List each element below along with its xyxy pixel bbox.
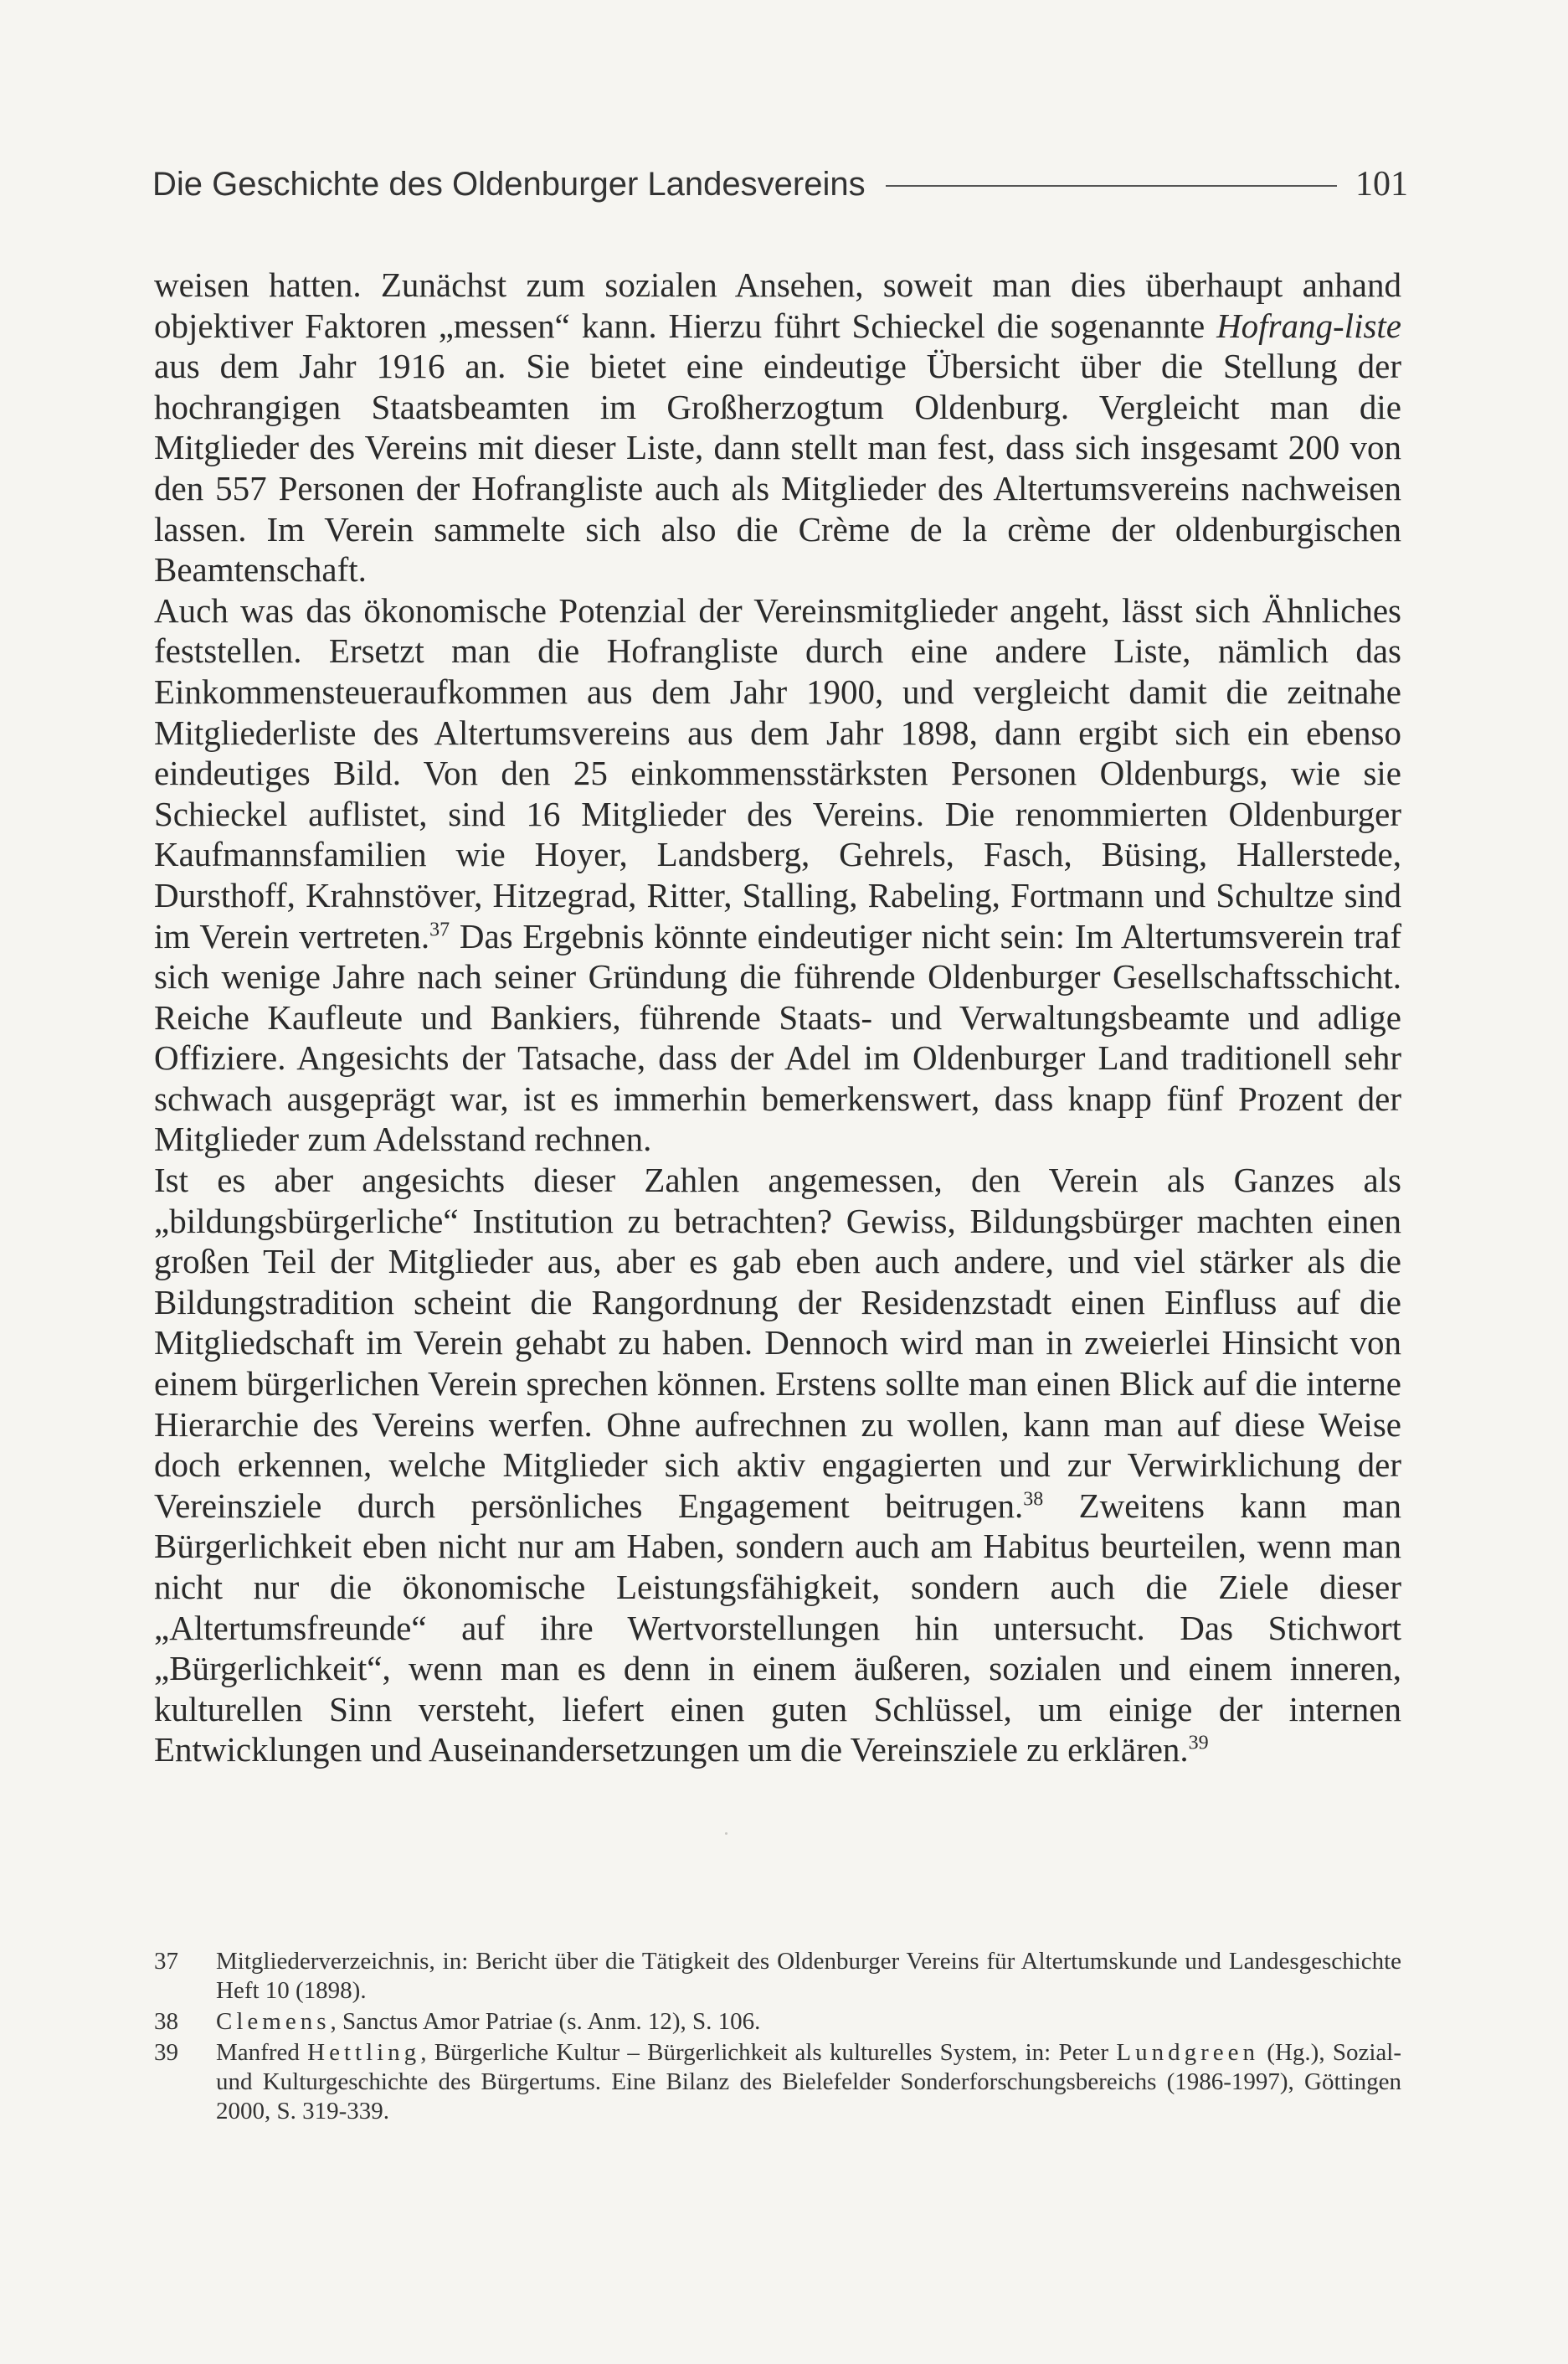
author-name: Hettling xyxy=(307,2039,421,2066)
text-run: , Sanctus Amor Patriae (s. Anm. 12), S. 106. xyxy=(330,2008,761,2035)
text-run: Ist es aber angesichts dieser Zahlen angemessen, den Verein als Ganzes als „bildungsbürgerliche“ Institution zu betrachten? Gewiss, Bildungsbürger machten einen großen Teil der Mitglieder aus, aber es gab eben auch andere, und viel stärker als die Bildungstradition scheint die Rangordnung der Residenzstadt einen Einfluss auf die Mitgliedschaft im Verein gehabt zu haben. Dennoch wird man in zweierlei Hinsicht von einem bürgerlichen Verein sprechen können. Erstens sollte man einen Blick auf die interne Hierarchie des Vereins werfen. Ohne aufrechnen zu wollen, kann man auf diese Weise doch erkennen, welche Mitglieder sich aktiv engagierten und zur Verwirklichung der Vereinsziele durch persönliches Engagement beitrugen. xyxy=(154,1161,1401,1525)
italic-term: Hofrang-liste xyxy=(1216,306,1401,345)
text-run: Manfred xyxy=(216,2039,308,2066)
text-run: Mitgliederverzeichnis, in: Bericht über die Tätigkeit des Oldenburger Vereins für Altertumskunde und Landesgeschichte Heft 10 (1898). xyxy=(216,1948,1401,2004)
text-run: weisen hatten. Zunächst zum sozialen Ansehen, soweit man dies überhaupt anhand objektiver Faktoren „messen“ kann. Hierzu führt Schieckel die sogenannte xyxy=(154,265,1401,345)
running-header xyxy=(152,159,1408,209)
author-name: Clemens xyxy=(216,2008,331,2035)
footnote-text xyxy=(216,2038,1401,2126)
paragraph-2 xyxy=(154,590,1401,1160)
footnote-number: 37 xyxy=(154,1948,178,1975)
page-number: 101 xyxy=(1355,165,1408,203)
footnote-38 xyxy=(154,2007,1401,2037)
footnote-text xyxy=(216,1947,1401,2006)
body-text xyxy=(154,265,1401,1770)
footnote-ref-39[interactable]: 39 xyxy=(1188,1732,1209,1754)
footnote-number: 39 xyxy=(154,2039,178,2066)
text-run: (Hg.), Sozial- und Kulturgeschichte des Bürgertums. Eine Bilanz des Bielefelder Sonderforschungsbereichs (1986-1997), Göttingen 2000, S. 319-339. xyxy=(216,2039,1401,2125)
text-run: Das Ergebnis könnte eindeutiger nicht sein: Im Altertumsverein traf sich wenige Jahre nach seiner Gründung die führende Oldenburger Gesellschaftsschicht. Reiche Kaufleute und Bankiers, führende Staats- und Verwaltungsbeamte und adlige Offiziere. Angesichts der Tatsache, dass der Adel im Oldenburger Land traditionell sehr schwach ausgeprägt war, ist es immerhin bemerkenswert, dass knapp fünf Prozent der Mitglieder zum Adelsstand rechnen. xyxy=(154,916,1401,1159)
paper-speck xyxy=(725,1832,727,1835)
footnote-number: 38 xyxy=(154,2008,178,2035)
footnote-ref-38[interactable]: 38 xyxy=(1023,1488,1044,1511)
text-run: Zweitens kann man Bürgerlichkeit eben nicht nur am Haben, sondern auch am Habitus beurteilen, wenn man nicht nur die ökonomische Leistungsfähigkeit, sondern auch die Ziele dieser „Altertumsfreunde“ auf ihre Wertvorstellungen hin untersucht. Das Stichwort „Bürgerlichkeit“, wenn man es denn in einem äußeren, sozialen und einem inneren, kulturellen Sinn versteht, liefert einen guten Schlüssel, um einige der internen Entwicklungen und Auseinandersetzungen um die Vereinsziele zu erklären. xyxy=(154,1486,1401,1769)
text-run: Auch was das ökonomische Potenzial der Vereinsmitglieder angeht, lässt sich Ähnliches feststellen. Ersetzt man die Hofrangliste durch eine andere Liste, nämlich das Einkommensteueraufkommen aus dem Jahr 1900, und vergleicht damit die zeitnahe Mitgliederliste des Altertumsvereins aus dem Jahr 1898, dann ergibt sich ein ebenso eindeutiges Bild. Von den 25 einkommensstärksten Personen Oldenburgs, wie sie Schieckel auflistet, sind 16 Mitglieder des Vereins. Die renommierten Oldenburger Kaufmannsfamilien wie Hoyer, Landsberg, Gehrels, Fasch, Büsing, Hallerstede, Dursthoff, Krahnstöver, Hitzegrad, Ritter, Stalling, Rabeling, Fortmann und Schultze sind im Verein vertreten. xyxy=(154,590,1401,955)
footnote-37 xyxy=(154,1947,1401,2006)
header-rule xyxy=(886,185,1337,187)
text-run: , Bürgerliche Kultur – Bürgerlichkeit als kulturelles System, in: Peter xyxy=(420,2039,1117,2066)
footnote-ref-37[interactable]: 37 xyxy=(429,918,450,940)
footnote-text xyxy=(216,2007,1401,2037)
footnotes xyxy=(154,1947,1401,2128)
paragraph-3 xyxy=(154,1160,1401,1770)
text-run: aus dem Jahr 1916 an. Sie bietet eine eindeutige Übersicht über die Stellung der hochrangigen Staatsbeamten im Großherzogtum Oldenburg. Vergleicht man die Mitglieder des Vereins mit dieser Liste, dann stellt man fest, dass sich insgesamt 200 von den 557 Personen der Hofrangliste auch als Mitglieder des Altertumsvereins nachweisen lassen. Im Verein sammelte sich also die Crème de la crème der oldenburgischen Beamtenschaft. xyxy=(154,347,1401,590)
author-name: Lundgreen xyxy=(1116,2039,1260,2066)
paragraph-1 xyxy=(154,265,1401,590)
footnote-39 xyxy=(154,2038,1401,2126)
running-header-title: Die Geschichte des Oldenburger Landesvereins xyxy=(152,165,866,203)
